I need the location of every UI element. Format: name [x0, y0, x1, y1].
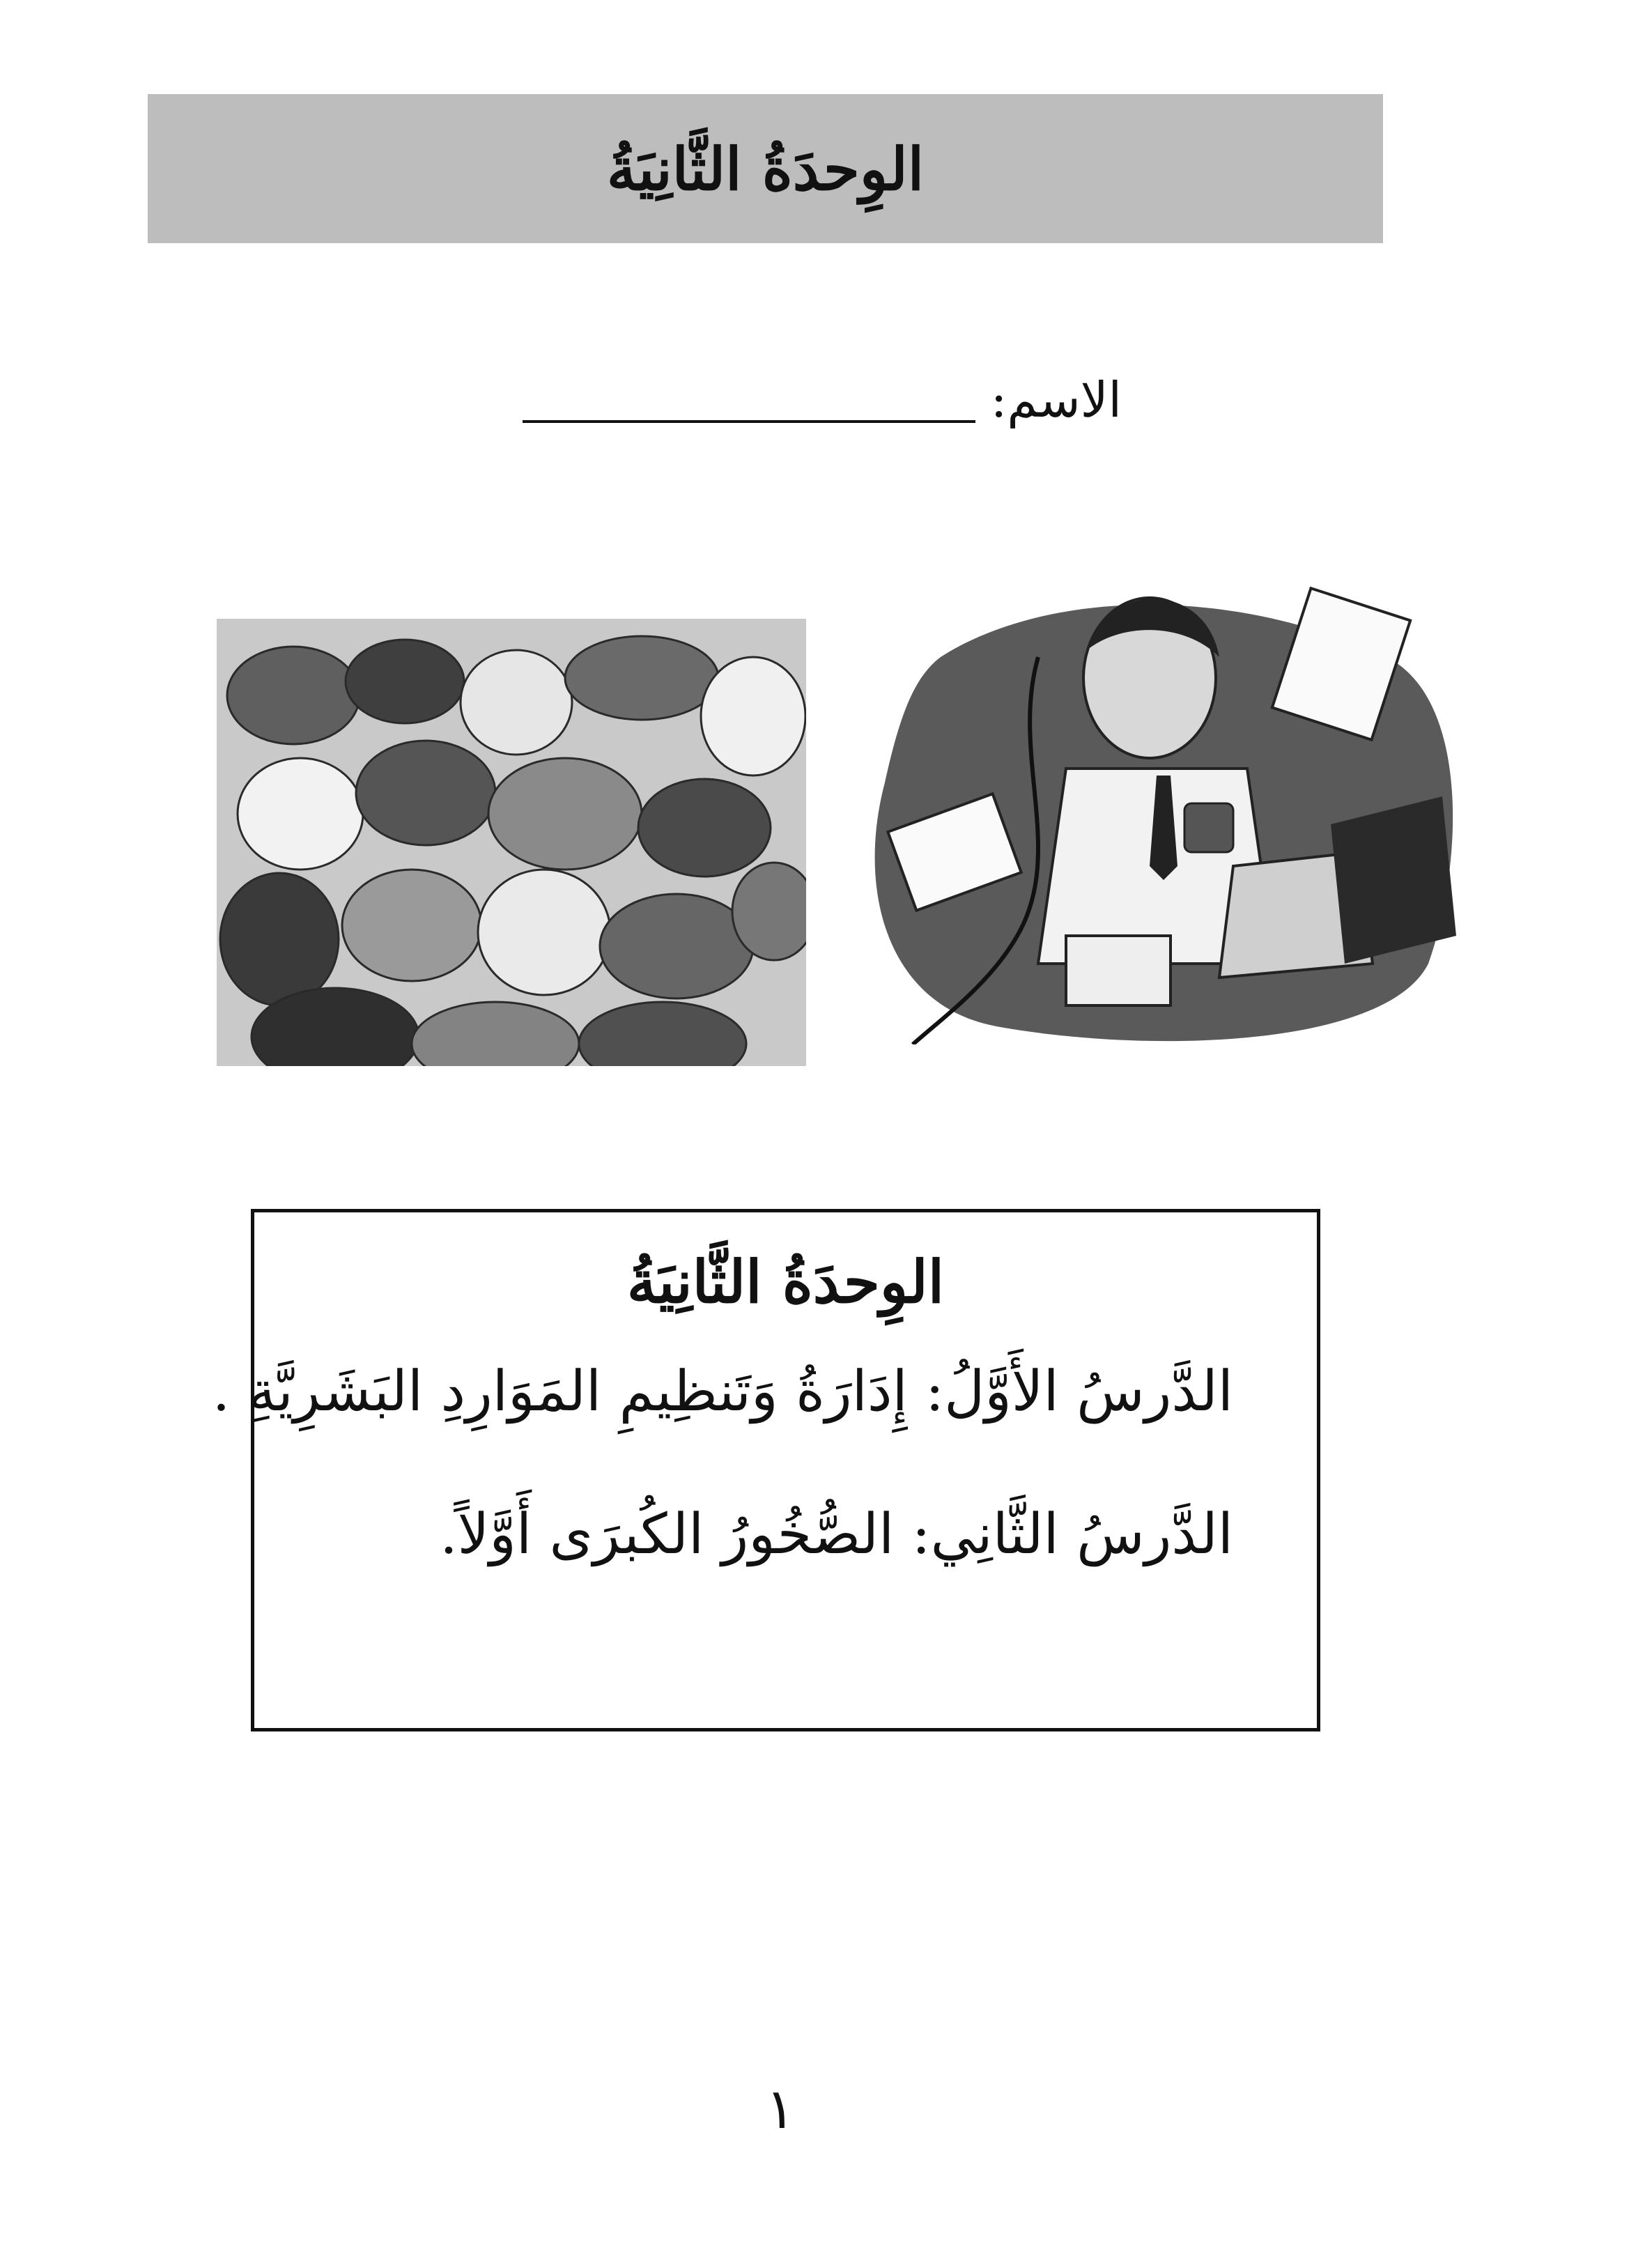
- stones-photo: [217, 619, 806, 1066]
- name-field: [516, 352, 1122, 429]
- name-label: الاسم:: [990, 371, 1122, 429]
- office-worker-illustration: [857, 573, 1470, 1044]
- stones-photo-icon: [217, 619, 806, 1066]
- unit-header-band: [148, 94, 1383, 243]
- lessons-box: [212, 1209, 1320, 1731]
- lesson-2: الدَّرسُ الثَّانِي: الصُّخُورُ الكُبرَى أَوَّلاً.: [440, 1502, 1233, 1566]
- multitasking-worker-icon: [857, 573, 1470, 1044]
- lessons-box-title: الوِحدَةُ الثَّانِيَةُ: [626, 1247, 945, 1316]
- name-blank-line[interactable]: [523, 420, 975, 423]
- page-number: ١: [765, 2076, 796, 2141]
- lesson-1: الدَّرسُ الأَوَّلُ: إِدَارَةُ وَتَنظِيمِ المَوَارِدِ البَشَرِيَّةِ .: [212, 1359, 1233, 1424]
- unit-title: الوِحدَةُ الثَّانِيَةُ: [606, 134, 925, 203]
